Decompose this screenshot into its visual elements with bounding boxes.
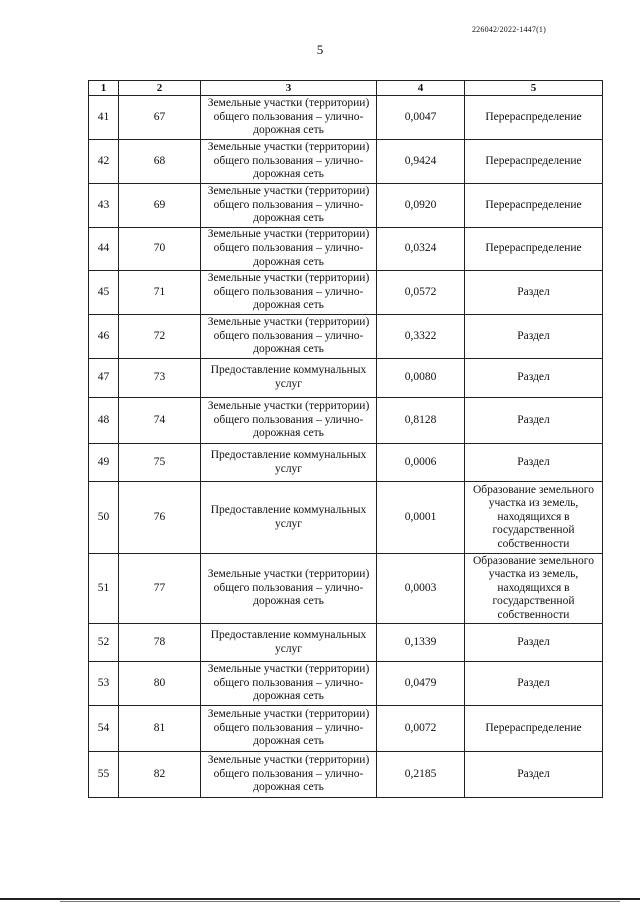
table-row <box>89 624 603 662</box>
cell-col-5: Раздел <box>465 752 603 798</box>
cell-col-4: 0,0080 <box>377 359 465 398</box>
cell-col-2: 68 <box>119 140 201 184</box>
cell-col-2: 67 <box>119 96 201 140</box>
cell-col-2: 75 <box>119 444 201 482</box>
cell-col-5: Раздел <box>465 624 603 662</box>
bottom-border-line <box>0 898 640 900</box>
cell-col-3: Земельные участки (территории) общего пользования – улично-дорожная сеть <box>201 554 377 624</box>
cell-col-1: 52 <box>89 624 119 662</box>
document-id: 226042/2022-1447(1) <box>471 25 546 34</box>
cell-col-3: Земельные участки (территории) общего пользования – улично-дорожная сеть <box>201 706 377 752</box>
cell-col-2: 81 <box>119 706 201 752</box>
table-row <box>89 228 603 271</box>
cell-col-4: 0,0003 <box>377 554 465 624</box>
cell-col-2: 76 <box>119 482 201 554</box>
cell-col-4: 0,9424 <box>377 140 465 184</box>
cell-col-5: Раздел <box>465 359 603 398</box>
cell-col-4: 0,3322 <box>377 315 465 359</box>
cell-col-4: 0,8128 <box>377 398 465 444</box>
cell-col-5: Образование земельного участка из земель, находящихся в государственной собственности <box>465 554 603 624</box>
cell-col-3: Земельные участки (территории) общего пользования – улично-дорожная сеть <box>201 752 377 798</box>
table-row <box>89 140 603 184</box>
cell-col-3: Земельные участки (территории) общего пользования – улично-дорожная сеть <box>201 398 377 444</box>
cell-col-2: 80 <box>119 662 201 706</box>
cell-col-3: Земельные участки (территории) общего пользования – улично-дорожная сеть <box>201 228 377 271</box>
cell-col-2: 71 <box>119 271 201 315</box>
cell-col-2: 72 <box>119 315 201 359</box>
table-row <box>89 482 603 554</box>
cell-col-2: 77 <box>119 554 201 624</box>
table-row <box>89 315 603 359</box>
land-plots-table <box>88 80 603 798</box>
cell-col-4: 0,0006 <box>377 444 465 482</box>
cell-col-3: Земельные участки (территории) общего пользования – улично-дорожная сеть <box>201 184 377 228</box>
cell-col-5: Раздел <box>465 315 603 359</box>
cell-col-4: 0,1339 <box>377 624 465 662</box>
cell-col-1: 50 <box>89 482 119 554</box>
cell-col-3: Земельные участки (территории) общего пользования – улично-дорожная сеть <box>201 662 377 706</box>
cell-col-2: 69 <box>119 184 201 228</box>
table-row <box>89 554 603 624</box>
cell-col-5: Образование земельного участка из земель, находящихся в государственной собственности <box>465 482 603 554</box>
cell-col-4: 0,0001 <box>377 482 465 554</box>
column-header-1: 1 <box>89 81 119 96</box>
cell-col-5: Перераспределение <box>465 96 603 140</box>
cell-col-1: 46 <box>89 315 119 359</box>
table-row <box>89 662 603 706</box>
cell-col-1: 47 <box>89 359 119 398</box>
cell-col-4: 0,0047 <box>377 96 465 140</box>
cell-col-5: Раздел <box>465 444 603 482</box>
table-row <box>89 706 603 752</box>
cell-col-3: Предоставление коммунальных услуг <box>201 624 377 662</box>
cell-col-2: 70 <box>119 228 201 271</box>
cell-col-3: Предоставление коммунальных услуг <box>201 482 377 554</box>
cell-col-3: Земельные участки (территории) общего пользования – улично-дорожная сеть <box>201 140 377 184</box>
table-row <box>89 271 603 315</box>
cell-col-1: 48 <box>89 398 119 444</box>
table-body <box>89 96 603 798</box>
table-row <box>89 359 603 398</box>
cell-col-3: Предоставление коммунальных услуг <box>201 359 377 398</box>
cell-col-5: Перераспределение <box>465 184 603 228</box>
cell-col-4: 0,0324 <box>377 228 465 271</box>
cell-col-2: 74 <box>119 398 201 444</box>
column-header-3: 3 <box>201 81 377 96</box>
cell-col-3: Земельные участки (территории) общего пользования – улично-дорожная сеть <box>201 96 377 140</box>
cell-col-1: 42 <box>89 140 119 184</box>
bottom-border-line-secondary <box>60 901 620 902</box>
cell-col-4: 0,0072 <box>377 706 465 752</box>
cell-col-3: Предоставление коммунальных услуг <box>201 444 377 482</box>
cell-col-4: 0,0572 <box>377 271 465 315</box>
column-header-5: 5 <box>465 81 603 96</box>
cell-col-3: Земельные участки (территории) общего пользования – улично-дорожная сеть <box>201 271 377 315</box>
cell-col-4: 0,2185 <box>377 752 465 798</box>
cell-col-1: 41 <box>89 96 119 140</box>
table-row <box>89 398 603 444</box>
page-number: 5 <box>316 42 324 57</box>
cell-col-1: 49 <box>89 444 119 482</box>
cell-col-1: 51 <box>89 554 119 624</box>
cell-col-4: 0,0479 <box>377 662 465 706</box>
cell-col-5: Раздел <box>465 398 603 444</box>
table-header-row <box>89 81 603 96</box>
column-header-4: 4 <box>377 81 465 96</box>
table-row <box>89 752 603 798</box>
cell-col-1: 53 <box>89 662 119 706</box>
cell-col-1: 45 <box>89 271 119 315</box>
cell-col-1: 44 <box>89 228 119 271</box>
cell-col-1: 55 <box>89 752 119 798</box>
cell-col-4: 0,0920 <box>377 184 465 228</box>
cell-col-5: Перераспределение <box>465 228 603 271</box>
cell-col-1: 54 <box>89 706 119 752</box>
cell-col-5: Раздел <box>465 271 603 315</box>
cell-col-3: Земельные участки (территории) общего пользования – улично-дорожная сеть <box>201 315 377 359</box>
table-row <box>89 444 603 482</box>
cell-col-5: Раздел <box>465 662 603 706</box>
column-header-2: 2 <box>119 81 201 96</box>
cell-col-5: Перераспределение <box>465 140 603 184</box>
table-row <box>89 184 603 228</box>
cell-col-5: Перераспределение <box>465 706 603 752</box>
cell-col-2: 82 <box>119 752 201 798</box>
cell-col-2: 73 <box>119 359 201 398</box>
cell-col-2: 78 <box>119 624 201 662</box>
cell-col-1: 43 <box>89 184 119 228</box>
table-row <box>89 96 603 140</box>
